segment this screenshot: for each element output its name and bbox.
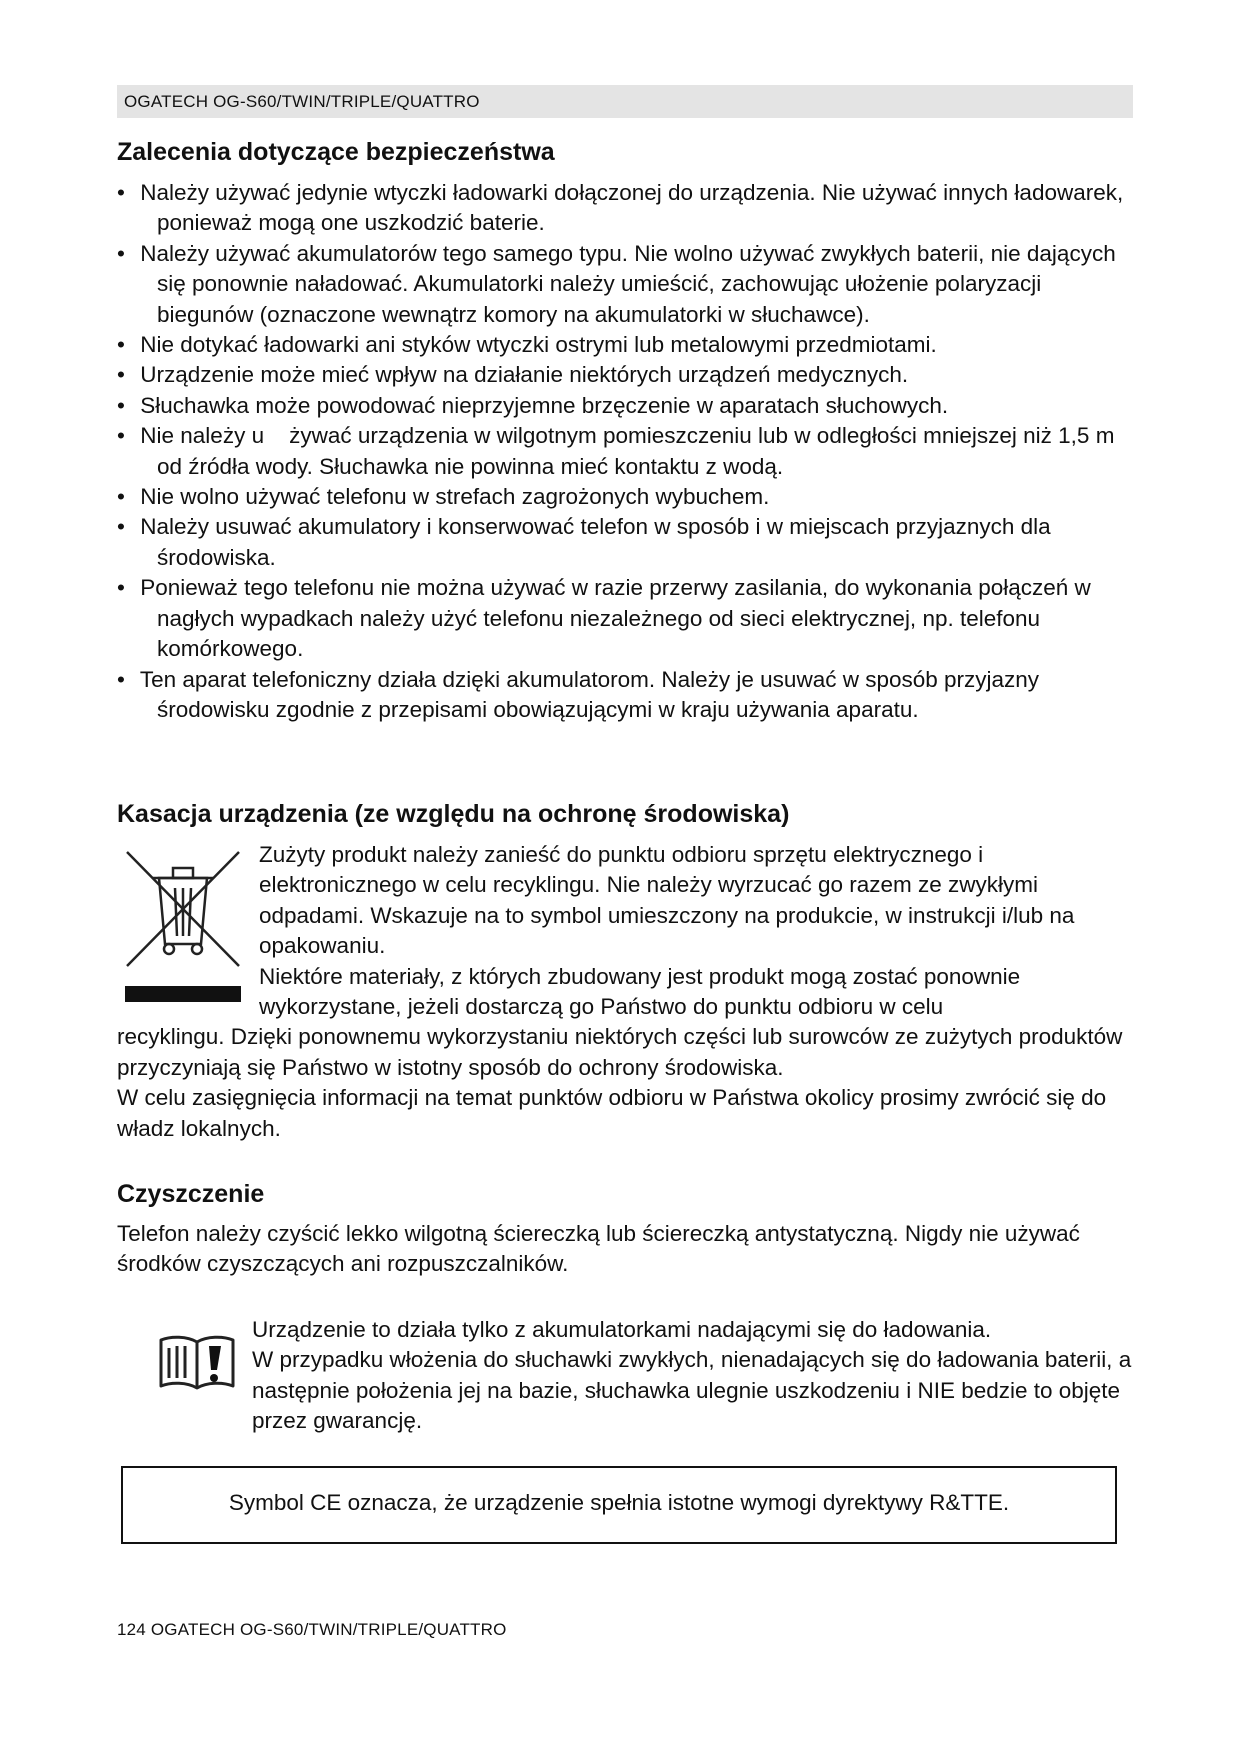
ce-notice-box (121, 1466, 1117, 1544)
list-item: • Ponieważ tego telefonu nie można używać w razie przerwy zasilania, do wykonania połączeń w nagłych wypadkach należy użyć telefonu niezależnego od sieci elektrycznej, np. telefonu komórkowego. (117, 575, 1091, 662)
battery-warning (252, 1315, 1132, 1437)
header-title: OGATECH OG-S60/TWIN/TRIPLE/QUATTRO (124, 92, 480, 111)
manual-warning-icon (157, 1332, 237, 1392)
list-item: • Urządzenie może mieć wpływ na działanie niektórych urządzeń medycznych. (117, 362, 909, 388)
warning-line-2: W przypadku włożenia do słuchawki zwykłych, nienadających się do ładowania baterii, a następnie położenia jej na bazie, słuchawka ulegnie uszkodzeniu i NIE bedzie to objęte przez gwarancję. (252, 1347, 1132, 1434)
disposal-section (117, 840, 1137, 1144)
disposal-paragraph-3: recyklingu. Dzięki ponownemu wykorzystaniu niektórych części lub surowców ze zużytych produktów przyczyniają się Państwo w istotny sposób do ochrony środowiska. (117, 1024, 1123, 1080)
list-item: • Nie należy u żywać urządzenia w wilgotnym pomieszczeniu lub w odległości mniejszej niż 1,5 m od źródła wody. Słuchawka nie powinna mieć kontaktu z wodą. (117, 423, 1121, 479)
ce-notice-text: Symbol CE oznacza, że urządzenie spełnia istotne wymogi dyrektywy R&TTE. (228, 1490, 1010, 1515)
list-item: • Słuchawka może powodować nieprzyjemne brzęczenie w aparatach słuchowych. (117, 392, 949, 418)
disposal-paragraph-2: Niektóre materiały, z których zbudowany jest produkt mogą zostać ponownie wykorzystane, jeżeli dostarczą go Państwo do punktu odbioru w celu (259, 963, 1021, 1020)
warning-line-1: Urządzenie to działa tylko z akumulatorkami nadającymi się do ładowania. (252, 1317, 992, 1342)
cleaning-title: Czyszczenie (117, 1180, 265, 1208)
list-item: • Nie wolno używać telefonu w strefach zagrożonych wybuchem. (117, 484, 770, 510)
cleaning-text: Telefon należy czyścić lekko wilgotną ściereczką lub ściereczką antystatyczną. Nigdy nie używać środków czyszczących ani rozpuszczalników. (117, 1221, 1080, 1277)
list-item: • Należy usuwać akumulatory i konserwować telefon w sposób i w miejscach przyjaznych dla środowiska. (117, 514, 1051, 570)
disposal-paragraph-1: Zużyty produkt należy zanieść do punktu odbioru sprzętu elektrycznego i elektronicznego w celu recyklingu. Nie należy wyrzucać go razem ze zwykłymi odpadami. Wskazuje na to symbol umieszczony na produkcie, w instrukcji i/lub na opakowaniu. (259, 842, 1075, 959)
disposal-title: Kasacja urządzenia (ze względu na ochronę środowiska) (117, 800, 790, 828)
safety-list (117, 178, 1137, 725)
crossed-bin-icon (123, 848, 243, 1002)
safety-title: Zalecenia dotyczące bezpieczeństwa (117, 138, 555, 166)
list-item: • Należy używać jedynie wtyczki ładowarki dołączonej do urządzenia. Nie używać innych ładowarek, ponieważ mogą one uszkodzić baterie. (117, 180, 1124, 236)
header-bar (117, 85, 1133, 118)
page-footer: 124 OGATECH OG-S60/TWIN/TRIPLE/QUATTRO (117, 1620, 507, 1639)
disposal-paragraph-4: W celu zasięgnięcia informacji na temat punktów odbioru w Państwa okolicy prosimy zwrócić się do władz lokalnych. (117, 1085, 1107, 1141)
list-item: • Należy używać akumulatorów tego samego typu. Nie wolno używać zwykłych baterii, nie dających się ponownie naładować. Akumulatorki należy umieścić, zachowując ułożenie polaryzacji biegunów (oznaczone wewnątrz komory na akumulatorki w słuchawce). (117, 240, 1116, 327)
list-item: • Nie dotykać ładowarki ani styków wtyczki ostrymi lub metalowymi przedmiotami. (117, 332, 937, 358)
list-item: • Ten aparat telefoniczny działa dzięki akumulatorom. Należy je usuwać w sposób przyjazny środowisku zgodnie z przepisami obowiązującymi w kraju używania aparatu. (117, 666, 1040, 722)
